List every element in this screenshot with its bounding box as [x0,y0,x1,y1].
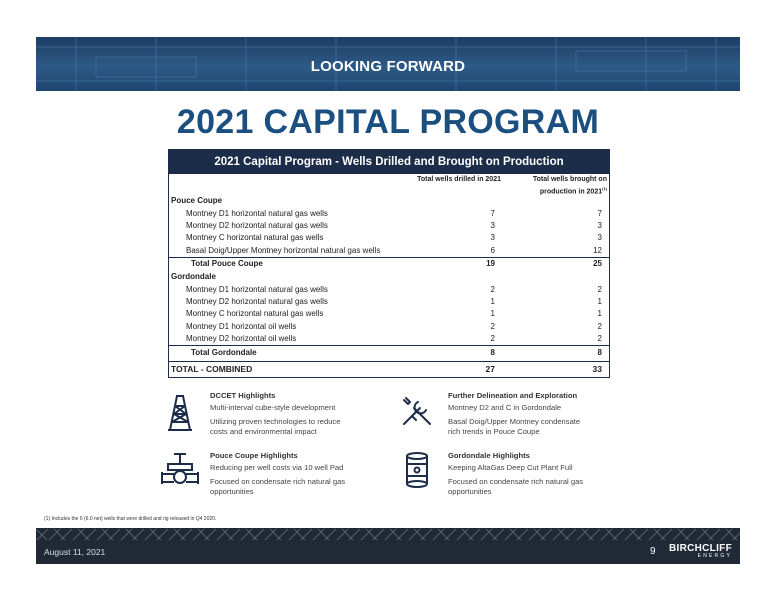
logo-main-text: BIRCHCLIFF [669,543,732,554]
table-row [169,321,609,333]
production-total: 8 [597,348,602,357]
page-number: 9 [650,546,656,557]
row-label: Basal Doig/Upper Montney horizontal natural gas wells [186,246,381,255]
production-value: 2 [597,322,602,331]
wrench-tools-icon [400,394,434,428]
logo-sub-text: ENERGY [697,553,732,559]
drilled-combined: 27 [485,364,495,374]
production-value: 3 [597,221,602,230]
production-value: 7 [597,209,602,218]
highlight-line: Focused on condensate rich natural gas [448,477,584,486]
row-label: Montney D1 horizontal natural gas wells [186,209,328,218]
highlight-line: rich trends in Pouce Coupe [448,427,540,436]
drilled-total: 19 [486,259,495,268]
section-label: Gordondale [171,272,216,281]
drilled-value: 2 [490,322,495,331]
production-value: 2 [597,334,602,343]
table-row [169,220,609,232]
header-banner [36,37,740,91]
table-row [169,333,609,345]
highlight-heading: DCCET Highlights [210,391,276,400]
highlight-line: Utilizing proven technologies to reduce [210,417,341,426]
capital-program-table [168,149,610,378]
footer-date: August 11, 2021 [44,547,106,557]
highlight-line: opportunities [448,487,492,496]
drilled-value: 7 [490,209,495,218]
total-row-pouce-coupe [169,258,609,270]
table-row [169,308,609,320]
footnote-mark: (1) [602,186,607,191]
gordondale-highlights [448,451,628,497]
banner-title: LOOKING FORWARD [310,58,466,75]
drilled-total: 8 [490,348,495,357]
footer [36,540,740,564]
footnote: (1) Includes the 6 (6.0 net) wells that were drilled and rig released in Q4 2020. [44,516,217,522]
highlight-line: opportunities [210,487,254,496]
row-label: Montney D1 horizontal oil wells [186,322,297,331]
highlight-heading: Further Delineation and Exploration [448,391,578,400]
production-value: 3 [597,233,602,242]
column-header-production-line2: production in 2021 [539,188,603,196]
column-header-drilled: Total wells drilled in 2021 [417,176,501,183]
row-label: Montney C horizontal natural gas wells [186,233,324,242]
highlight-line: Basal Doig/Upper Montney condensate [448,417,581,426]
total-label: Total Pouce Coupe [191,259,263,268]
footer-pattern-lines [36,529,740,540]
divider [169,345,609,346]
row-label: Montney D1 horizontal natural gas wells [186,285,328,294]
row-label: Montney D2 horizontal oil wells [186,334,297,343]
drilling-rig-icon [166,394,194,432]
drilled-value: 1 [490,297,495,306]
production-value: 1 [597,297,602,306]
dccet-highlights [210,391,390,437]
highlight-heading: Gordondale Highlights [448,451,530,460]
production-combined: 33 [592,364,602,374]
page-title: 2021 CAPITAL PROGRAM [176,103,600,141]
row-label: Montney D2 horizontal natural gas wells [186,221,328,230]
column-header-production [514,175,607,196]
production-value: 2 [597,285,602,294]
highlight-line: Reducing per well costs via 10 well Pad [210,463,344,472]
highlight-line: Montney D2 and C in Gordondale [448,403,562,412]
highlight-line: Multi-interval cube-style development [210,403,336,412]
table-title: 2021 Capital Program - Wells Drilled and Brought on Production [169,150,609,174]
drilled-value: 3 [490,233,495,242]
table-row [169,245,609,257]
drilled-value: 1 [490,309,495,318]
column-header-production-line1: Total wells brought on [532,176,607,183]
pouce-coupe-highlights [210,451,390,497]
production-value: 12 [593,246,602,255]
total-row-combined [169,363,609,375]
pipeline-valve-icon [160,450,200,490]
row-label: Montney C horizontal natural gas wells [186,309,324,318]
footer-pattern [36,528,740,540]
divider [169,361,609,362]
table-row [169,296,609,308]
row-label: Montney D2 horizontal natural gas wells [186,297,328,306]
highlight-line: Keeping AltaGas Deep Cut Plant Full [448,463,573,472]
section-header-pouce-coupe [169,195,609,207]
drilled-value: 2 [490,334,495,343]
combined-label: TOTAL - COMBINED [171,364,253,374]
highlight-line: Focused on condensate rich natural gas [210,477,346,486]
table-row [169,284,609,296]
storage-tank-icon [402,450,432,490]
table-row [169,208,609,220]
drilled-value: 6 [490,246,495,255]
highlight-line: costs and environmental impact [210,427,317,436]
delineation-highlights [448,391,628,437]
total-row-gordondale [169,347,609,359]
section-header-gordondale [169,271,609,283]
total-label: Total Gordondale [191,348,257,357]
production-value: 1 [597,309,602,318]
production-total: 25 [593,259,602,268]
highlight-heading: Pouce Coupe Highlights [210,451,298,460]
company-logo [669,543,732,559]
drilled-value: 2 [490,285,495,294]
table-row [169,232,609,244]
drilled-value: 3 [490,221,495,230]
section-label: Pouce Coupe [171,196,223,205]
